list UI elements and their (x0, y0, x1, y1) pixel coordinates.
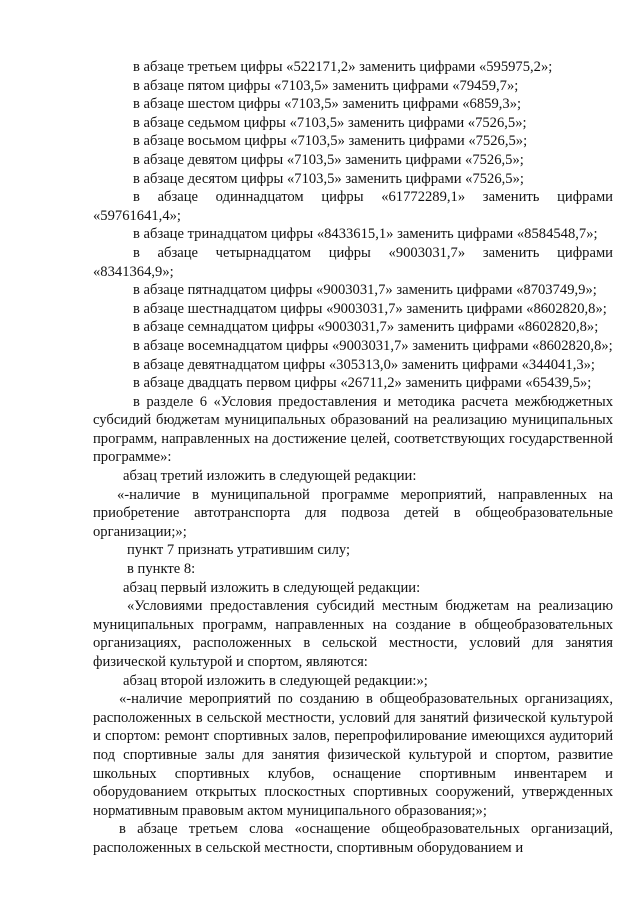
paragraph: «-наличие в муниципальной программе мероприятий, направленных на приобретение автотранспорта для подвоза детей в общеобразовательные организации;»; (93, 486, 613, 540)
paragraph: «Условиями предоставления субсидий местным бюджетам на реализацию муниципальных программ, направленных на создание в общеобразовательных организациях, расположенных в сельской местности, условий для занятия физической культурой и спортом, являются: (93, 598, 613, 670)
paragraph: в абзаце тринадцатом цифры «8433615,1» заменить цифрами «8584548,7»; (133, 226, 598, 243)
paragraph: в абзаце десятом цифры «7103,5» заменить цифрами «7526,5»; (133, 170, 524, 187)
paragraph: в разделе 6 «Условия предоставления и методика расчета межбюджетных субсидий бюджетам муниципальных образований на реализацию муниципальных программ, направленных на достижение целей, соответствующих государственной программе»: (93, 393, 613, 466)
paragraph: в абзаце третьем слова «оснащение общеобразовательных организаций, расположенных в сельской местности, спортивным оборудованием и (93, 821, 613, 856)
paragraph: в абзаце семнадцатом цифры «9003031,7» заменить цифрами «8602820,8»; (133, 319, 599, 336)
paragraph: в абзаце девятом цифры «7103,5» заменить цифрами «7526,5»; (133, 151, 524, 168)
paragraph: в абзаце шестнадцатом цифры «9003031,7» заменить цифрами «8602820,8»; (133, 300, 607, 317)
paragraph: в абзаце двадцать первом цифры «26711,2» заменить цифрами «65439,5»; (133, 375, 592, 392)
paragraph: в абзаце пятом цифры «7103,5» заменить цифрами «79459,7»; (133, 77, 519, 94)
paragraph: абзац второй изложить в следующей редакции:»; (123, 672, 428, 689)
paragraph: абзац третий изложить в следующей редакции: (123, 468, 417, 485)
paragraph: в абзаце восьмом цифры «7103,5» заменить цифрами «7526,5»; (133, 133, 528, 150)
paragraph: в абзаце девятнадцатом цифры «305313,0» заменить цифрами «344041,3»; (133, 356, 595, 373)
paragraph: в абзаце третьем цифры «522171,2» заменить цифрами «595975,2»; (133, 59, 553, 75)
paragraph: в пункте 8: (127, 561, 196, 578)
paragraph: пункт 7 признать утратившим силу; (127, 542, 351, 559)
document-page (93, 58, 613, 858)
paragraph: в абзаце одиннадцатом цифры «61772289,1» заменить цифрами «59761641,4»; (93, 189, 613, 224)
paragraph: в абзаце пятнадцатом цифры «9003031,7» заменить цифрами «8703749,9»; (133, 282, 597, 299)
paragraph: абзац первый изложить в следующей редакции: (123, 579, 421, 596)
paragraph: в абзаце седьмом цифры «7103,5» заменить цифрами «7526,5»; (133, 114, 527, 131)
paragraph: «-наличие мероприятий по созданию в общеобразовательных организациях, расположенных в сельской местности, условий для занятий физической культурой и спортом: ремонт спортивных залов, перепрофилирование имеющихся аудиторий под спортивные залы для занятия физической культурой и спортом, развитие школьных спортивных клубов, оснащение спортивным инвентарем и оборудованием открытых плоскостных спортивных сооружений, утвержденных нормативным правовым актом муниципального образования;»; (93, 691, 613, 819)
paragraph: в абзаце шестом цифры «7103,5» заменить цифрами «6859,3»; (133, 96, 522, 113)
paragraph: в абзаце восемнадцатом цифры «9003031,7» заменить цифрами «8602820,8»; (133, 337, 613, 354)
paragraph: в абзаце четырнадцатом цифры «9003031,7» заменить цифрами «8341364,9»; (93, 244, 613, 280)
